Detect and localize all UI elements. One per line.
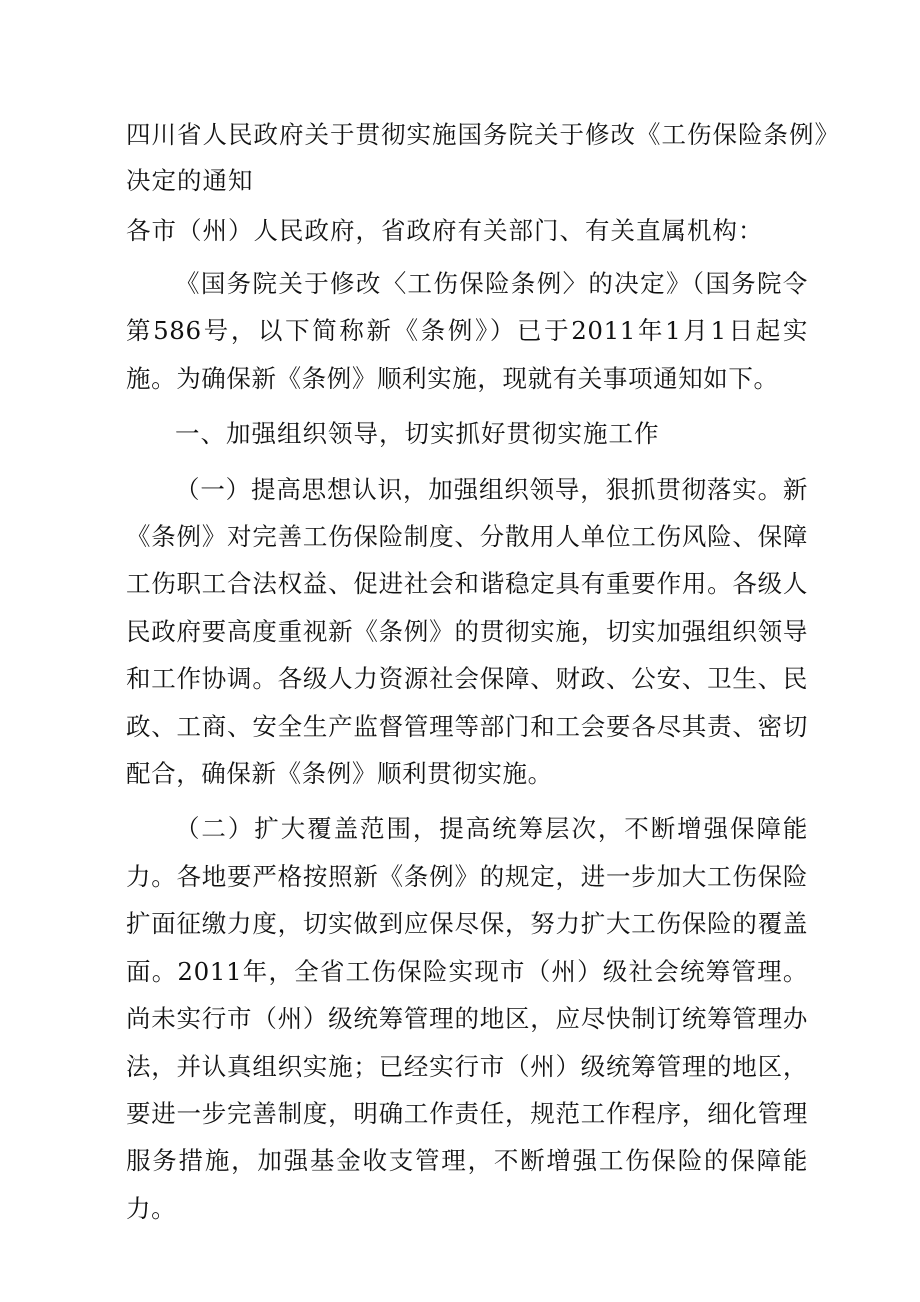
- document-title-line-1: 四川省人民政府关于贯彻实施国务院关于修改《工伤保险条例》: [126, 120, 840, 149]
- paragraph-1: （一）提高思想认识，加强组织领导，狠抓贯彻落实。新《条例》对完善工伤保险制度、分散用人单位工伤风险、保障工伤职工合法权益、促进社会和谐稳定具有重要作用。各级人民政府要高度重视新《条例》的贯彻实施，切实加强组织领导和工作协调。各级人力资源社会保障、财政、公安、卫生、民政、工商、安全生产监督管理等部门和工会要各尽其责、密切配合，确保新《条例》顺利贯彻实施。: [126, 474, 808, 789]
- document-title-line-2: 决定的通知: [126, 166, 254, 195]
- salutation: 各市（州）人民政府，省政府有关部门、有关直属机构：: [126, 216, 764, 245]
- intro-paragraph: 《国务院关于修改〈工伤保险条例〉的决定》（国务院令第586号，以下简称新《条例》）已于2011年1月1日起实施。为确保新《条例》顺利实施，现就有关事项通知如下。: [126, 269, 808, 393]
- paragraph-2: （二）扩大覆盖范围，提高统筹层次，不断增强保障能力。各地要严格按照新《条例》的规定，进一步加大工伤保险扩面征缴力度，切实做到应保尽保，努力扩大工伤保险的覆盖面。2011年，全省工伤保险实现市（州）级社会统筹管理。尚未实行市（州）级统筹管理的地区，应尽快制订统筹管理办法，并认真组织实施；已经实行市（州）级统筹管理的地区，要进一步完善制度，明确工作责任，规范工作程序，细化管理服务措施，加强基金收支管理，不断增强工伤保险的保障能力。: [126, 814, 808, 1223]
- document-body: [126, 112, 840, 1232]
- section-1-heading: 一、加强组织领导，切实抓好贯彻实施工作: [175, 419, 660, 449]
